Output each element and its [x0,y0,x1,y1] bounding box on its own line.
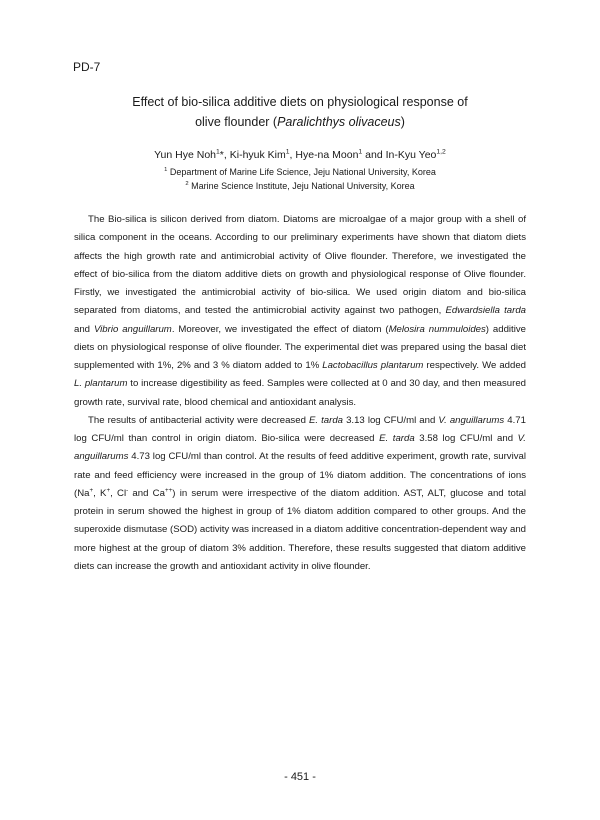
title-line-2-prefix: olive flounder ( [195,115,278,129]
affiliation: $^1$ Department of Marine Life Science, Jeju National University, Korea [164,167,436,177]
species-name: Lactobacillus plantarum [322,360,424,371]
author: In-Kyu Yeo$^{1,2}$ [385,148,446,161]
species-name: Melosira nummuloides [388,323,486,335]
species-name: E. tarda [379,433,415,444]
text-run: , K [93,487,107,499]
title-line-1: Effect of bio-silica additive diets on physiological response of [132,95,468,109]
text-run: 4.73 log CFU/ml than control. At the results of feed additive experiment, growth rate, survival rate and feed efficiency were increased in the group of 1% diatom addition. The concentrations of ions (Na [74,451,526,499]
ion-charge: - [126,486,129,494]
species-name: V. anguillarums [438,414,505,426]
author: Yun Hye Noh$^1$*, [154,148,230,161]
text-run: The results of antibacterial activity were decreased [88,414,309,426]
author: Hye-na Moon$^1$ and [295,148,386,161]
page-number: - 451 - [284,771,316,783]
abstract-body [74,211,526,576]
text-run: ) in serum were irrespective of the diatom addition. AST, ALT, glucose and total protein in serum showed the highest in group of 1% diatom addition compared to other groups. And the superoxide dismutase (SOD) activity was increased in a diatom additive concentration-dependent way and more highest at the group of diatom 3% addition. Therefore, these results suggested that diatom additive diets can increase the growth and antioxidant activity in olive flounder. [74,487,527,572]
text-run: . Moreover, we investigated the effect of diatom ( [171,323,389,335]
affiliations [60,165,540,193]
title-line-2 [60,112,540,132]
author-list [60,148,540,162]
text-run: 3.58 log CFU/ml and [414,433,518,444]
text-run: The Bio-silica is silicon derived from diatom. Diatoms are microalgae of a major group with a shell of silica component in the oceans. According to our preliminary experiments have shown that diatom diets affects the high growth rate and antimicrobial activity of Olive flounder. Therefore, we investigated the effect of bio-silica from the diatom additive diets on growth and physiological response of Olive flounder. Firstly, we investigated the antimicrobial activity of bio-silica. We used origin diatom and bio-silica separated from diatoms, and tested the antimicrobial activity against two pathogen, [74,214,526,317]
title-species: Paralichthys olivaceus [277,115,401,129]
text-run: ) additive diets on physiological response of olive flounder. The experimental diet was prepared using the basal diet supplemented with 1%, 2% and 3 % diatom added to 1% [74,323,526,371]
paper-title [60,92,540,132]
text-run: , Cl [110,487,127,499]
abstract-paragraph [74,211,526,412]
text-run: and [74,323,94,335]
affiliation: $^2$ Marine Science Institute, Jeju National University, Korea [185,181,415,191]
text-run: 4.71 log CFU/ml than control in origin diatom. Bio-silica were decreased [74,414,526,444]
species-name: V. anguillarums [74,433,526,463]
species-name: E. tarda [308,414,343,426]
species-name: Vibrio anguillarum [93,323,172,335]
text-run: 3.13 log CFU/ml and [343,414,439,426]
text-run: and Ca [128,487,165,499]
text-run: to increase digestibility as feed. Samples were collected at 0 and 30 day, and then measured growth rate, survival rate, blood chemical and antioxidant analysis. [74,378,526,408]
ion-charge: + [89,486,94,494]
abstract-paragraph [74,412,526,576]
species-name: L. plantarum [74,378,128,390]
abstract-code: PD-7 [73,60,101,74]
text-run: respectively. We added [423,360,526,371]
ion-charge: + [106,486,111,494]
ion-charge: ++ [164,486,173,494]
species-name: Edwardsiella tarda [445,305,526,317]
author: Ki-hyuk Kim$^1$, [229,148,296,161]
title-line-2-suffix: ) [400,115,405,129]
